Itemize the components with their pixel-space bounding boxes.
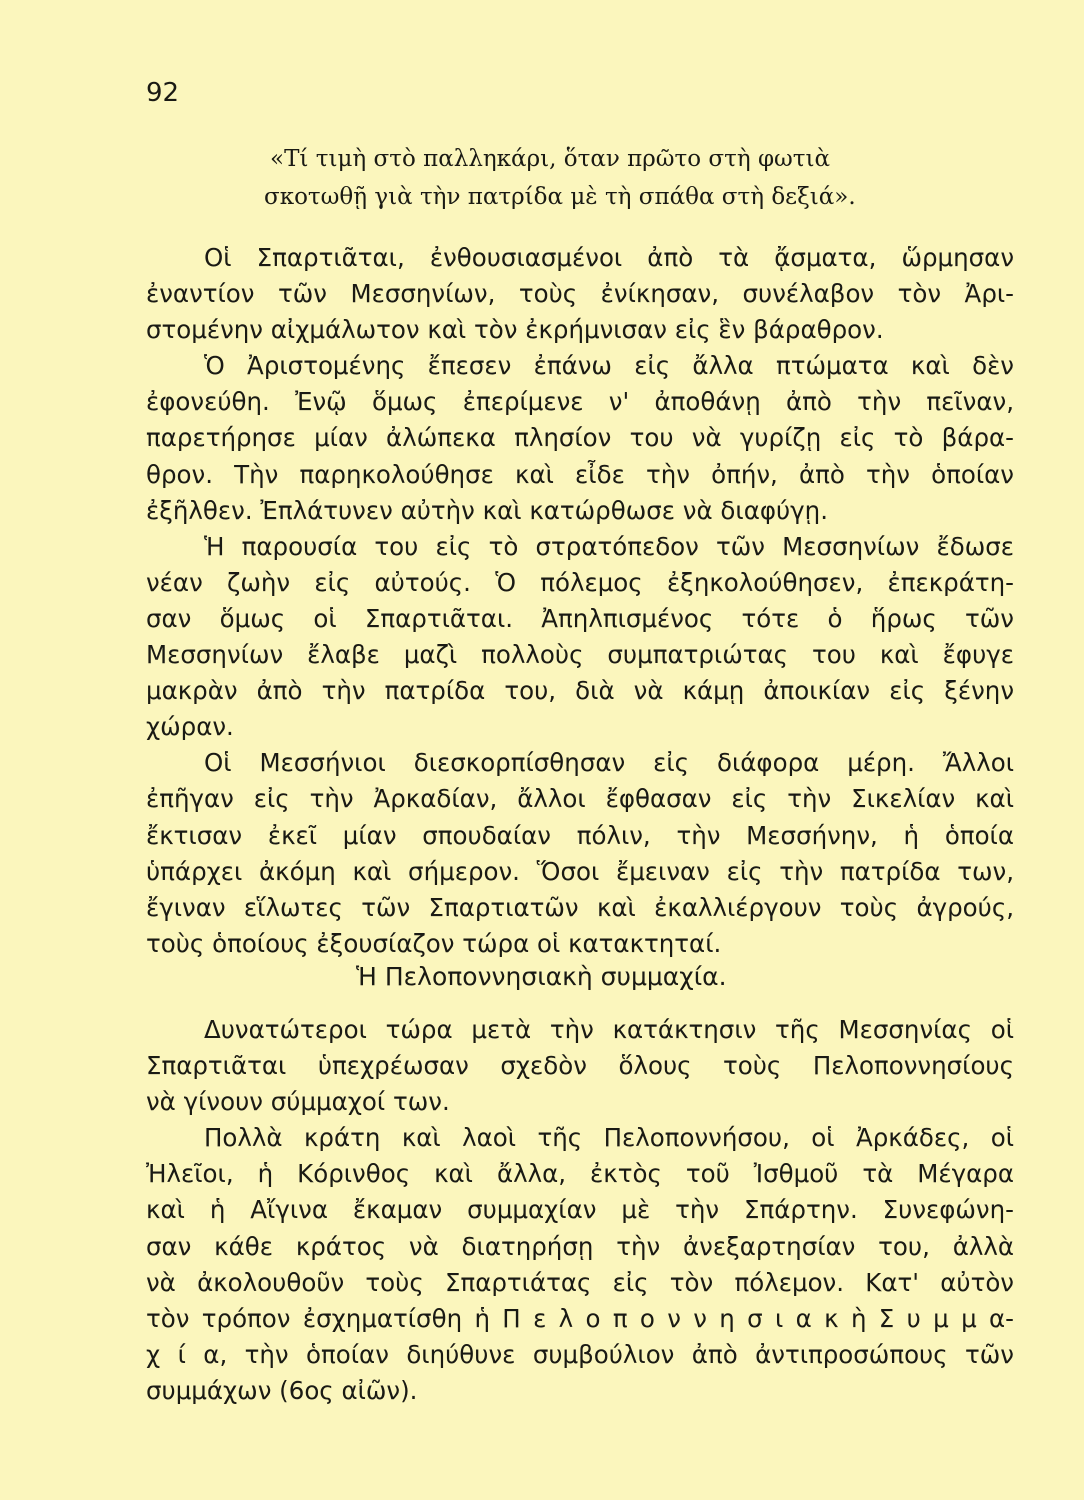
paragraph (146, 1012, 1014, 1120)
page-number: 92 (146, 78, 180, 108)
section-heading: Ἡ Πελοποννησιακὴ συμμαχία. (356, 962, 727, 991)
text-line: Ὁ Ἀριστομένης ἔπεσεν ἐπάνω εἰς ἄλλα πτώματα καὶ δὲν (204, 351, 1014, 381)
text-line: μακρὰν ἀπὸ τὴν πατρίδα του, διὰ νὰ κάμῃ ἀποικίαν εἰς ξένην (146, 676, 1014, 706)
text-line: χ ί α, τὴν ὁποίαν διηύθυνε συμβούλιον ἀπὸ ἀντιπροσώπους τῶν (146, 1339, 1014, 1369)
text-line: ὑπάρχει ἀκόμη καὶ σήμερον. Ὅσοι ἔμειναν εἰς τὴν πατρίδα των, (146, 856, 1014, 886)
text-line: παρετήρησε μίαν ἀλώπεκα πλησίον του νὰ γυρίζῃ εἰς τὸ βάρα- (146, 423, 1014, 453)
text-line: στομένην αἰχμάλωτον καὶ τὸν ἐκρήμνισαν εἰς ἓν βάραθρον. (146, 315, 884, 345)
text-line: Μεσσηνίων ἔλαβε μαζὶ πολλοὺς συμπατριώτας του καὶ ἔφυγε (146, 640, 1014, 670)
text-line: ἐξῆλθεν. Ἐπλάτυνεν αὐτὴν καὶ κατώρθωσε νὰ διαφύγῃ. (146, 495, 828, 525)
text-line: νὰ γίνουν σύμμαχοί των. (146, 1087, 450, 1117)
paragraph (146, 529, 1014, 746)
text-line: Πολλὰ κράτη καὶ λαοὶ τῆς Πελοποννήσου, οἱ Ἀρκάδες, οἱ (204, 1123, 1014, 1153)
body-text-section-1 (146, 240, 1014, 962)
text-line: ἔκτισαν ἐκεῖ μίαν σπουδαίαν πόλιν, τὴν Μεσσήνην, ἡ ὁποία (146, 820, 1014, 850)
text-line: ἔγιναν εἵλωτες τῶν Σπαρτιατῶν καὶ ἐκαλλιέργουν τοὺς ἀγρούς, (146, 892, 1014, 922)
text-line: ἐφονεύθη. Ἐνῷ ὅμως ἐπερίμενε ν' ἀποθάνῃ ἀπὸ τὴν πεῖναν, (146, 387, 1014, 417)
paragraph (146, 240, 1014, 348)
text-line: νέαν ζωὴν εἰς αὐτούς. Ὁ πόλεμος ἐξηκολούθησεν, ἐπεκράτη- (146, 567, 1014, 597)
text-line: ἐναντίον τῶν Μεσσηνίων, τοὺς ἐνίκησαν, συνέλαβον τὸν Ἀρι- (146, 279, 1014, 309)
paragraph (146, 348, 1014, 528)
text-line: Οἱ Σπαρτιᾶται, ἐνθουσιασμένοι ἀπὸ τὰ ᾄσματα, ὥρμησαν (204, 243, 1014, 272)
text-line: τοὺς ὁποίους ἐξουσίαζον τώρα οἱ κατακτηταί. (146, 928, 722, 958)
text-line: Ἠλεῖοι, ἡ Κόρινθος καὶ ἄλλα, ἐκτὸς τοῦ Ἰσθμοῦ τὰ Μέγαρα (146, 1159, 1014, 1189)
quote-line: «Τί τιμὴ στὸ παλληκάρι, ὅταν πρῶτο στὴ φωτιὰ (270, 146, 831, 172)
text-line: Ἡ παρουσία του εἰς τὸ στρατόπεδον τῶν Μεσσηνίων ἔδωσε (204, 531, 1014, 561)
body-text-section-2 (146, 1012, 1014, 1409)
text-line: καὶ ἡ Αἴγινα ἔκαμαν συμμαχίαν μὲ τὴν Σπάρτην. Συνεφώνη- (146, 1195, 1014, 1225)
text-line: θρον. Τὴν παρηκολούθησε καὶ εἶδε τὴν ὀπήν, ἀπὸ τὴν ὁποίαν (146, 459, 1014, 489)
text-line: χώραν. (146, 712, 234, 742)
text-line: Δυνατώτεροι τώρα μετὰ τὴν κατάκτησιν τῆς Μεσσηνίας οἱ (204, 1015, 1014, 1044)
poem-quote (264, 140, 856, 216)
quote-line: σκοτωθῇ γιὰ τὴν πατρίδα μὲ τὴ σπάθα στὴ δεξιά». (264, 184, 856, 210)
text-line: νὰ ἀκολουθοῦν τοὺς Σπαρτιάτας εἰς τὸν πόλεμον. Κατ' αὐτὸν (146, 1267, 1014, 1297)
text-line: τὸν τρόπον ἐσχηματίσθη ἡ Π ε λ ο π ο ν ν η σ ι α κ ὴ Σ υ μ μ α- (146, 1303, 1014, 1333)
text-line: Οἱ Μεσσήνιοι διεσκορπίσθησαν εἰς διάφορα μέρη. Ἄλλοι (204, 748, 1014, 778)
text-line: σαν ὅμως οἱ Σπαρτιᾶται. Ἀπηλπισμένος τότε ὁ ἥρως τῶν (146, 603, 1014, 633)
paragraph (146, 745, 1014, 962)
paragraph (146, 1120, 1014, 1409)
text-line: σαν κάθε κράτος νὰ διατηρήσῃ τὴν ἀνεξαρτησίαν του, ἀλλὰ (146, 1231, 1014, 1261)
text-line: Σπαρτιᾶται ὑπεχρέωσαν σχεδὸν ὅλους τοὺς Πελοποννησίους (146, 1051, 1014, 1081)
text-line: ἐπῆγαν εἰς τὴν Ἀρκαδίαν, ἄλλοι ἔφθασαν εἰς τὴν Σικελίαν καὶ (146, 784, 1014, 814)
text-line: συμμάχων (6ος αἰῶν). (146, 1375, 418, 1405)
